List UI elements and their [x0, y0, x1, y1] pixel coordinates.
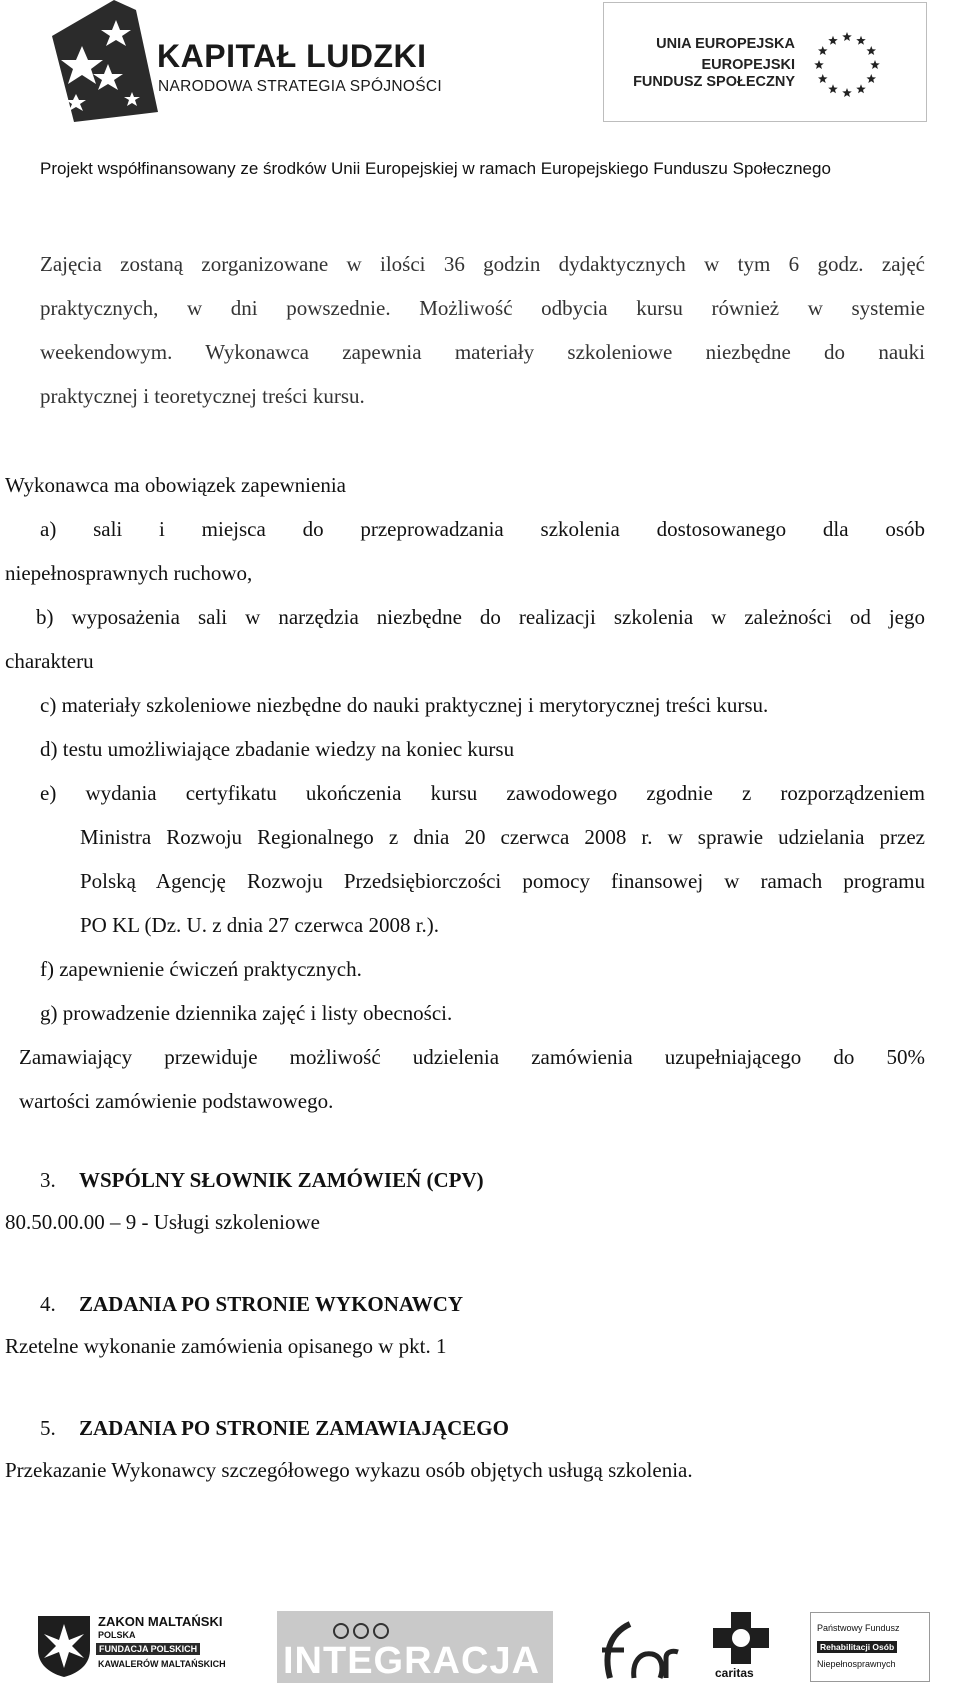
- eu-star-icon: [828, 36, 838, 45]
- zakon-line-3: FUNDACJA POLSKICH: [96, 1643, 200, 1655]
- pfron-logo: [810, 1612, 930, 1682]
- integracja-logo: [277, 1611, 553, 1683]
- eu-line-2: EUROPEJSKI: [701, 57, 795, 73]
- zakon-line-4: KAWALERÓW MALTAŃSKICH: [98, 1659, 226, 1669]
- kapital-ludzki-emblem-icon: [46, 0, 158, 125]
- eu-star-icon: [818, 74, 828, 83]
- eu-star-icon: [856, 84, 866, 93]
- eu-star-icon: [842, 32, 852, 41]
- section-5-title: ZADANIA PO STRONIE ZAMAWIAJĄCEGO: [79, 1416, 509, 1440]
- duty-d: d) testu umożliwiające zbadanie wiedzy na koniec kursu: [40, 737, 515, 761]
- duty-e-line-1: e) wydania certyfikatu ukończenia kursu zawodowego zgodnie z rozporządzeniem: [40, 781, 925, 805]
- eu-logo-box: [603, 2, 927, 122]
- duty-a-line-2: niepełnosprawnych ruchowo,: [5, 561, 253, 585]
- intro-line-4: praktycznej i teoretycznej treści kursu.: [40, 384, 365, 408]
- duty-f: f) zapewnienie ćwiczeń praktycznych.: [40, 957, 362, 981]
- eu-star-icon: [856, 36, 866, 45]
- duty-e-line-4: PO KL (Dz. U. z dnia 27 czerwca 2008 r.).: [80, 913, 440, 937]
- duty-a-line-1: a) sali i miejsca do przeprowadzania szkolenia dostosowanego dla osób: [40, 517, 925, 541]
- eu-star-icon: [828, 84, 838, 93]
- maltese-shield-icon: [36, 1614, 92, 1678]
- kapital-ludzki-subtitle: NARODOWA STRATEGIA SPÓJNOŚCI: [158, 78, 442, 95]
- section-3-body: 80.50.00.00 – 9 - Usługi szkoleniowe: [5, 1210, 320, 1234]
- duty-e-line-3: Polską Agencję Rozwoju Przedsiębiorczości pomocy finansowej w ramach programu: [80, 869, 925, 893]
- duty-e-line-2: Ministra Rozwoju Regionalnego z dnia 20 czerwca 2008 r. w sprawie udzielania przez: [80, 825, 925, 849]
- duties-lead: Wykonawca ma obowiązek zapewnienia: [5, 473, 346, 497]
- eu-star-icon: [866, 46, 876, 55]
- caritas-logo: [713, 1612, 769, 1682]
- zakon-line-1: ZAKON MALTAŃSKI: [98, 1614, 223, 1629]
- section-5-number: 5.: [40, 1416, 56, 1440]
- pfron-line-3: Niepełnosprawnych: [817, 1659, 896, 1669]
- duty-b-line-2: charakteru: [5, 649, 94, 673]
- zakon-line-2: POLSKA: [98, 1630, 136, 1640]
- zakon-maltanski-logo: [36, 1612, 236, 1682]
- eu-star-icon: [870, 60, 880, 69]
- supplementary-order-line-2: wartości zamówienie podstawowego.: [19, 1089, 334, 1113]
- duty-g: g) prowadzenie dziennika zajęć i listy obecności.: [40, 1001, 453, 1025]
- intro-line-2: praktycznych, w dni powszednie. Możliwość odbycia kursu również w systemie: [40, 296, 925, 320]
- section-3-number: 3.: [40, 1168, 56, 1192]
- intro-line-3: weekendowym. Wykonawca zapewnia materiały szkoleniowe niezbędne do nauki: [40, 340, 925, 364]
- wheelchair-icon: [331, 1617, 391, 1639]
- eu-star-icon: [814, 60, 824, 69]
- eu-line-3: FUNDUSZ SPOŁECZNY: [633, 74, 795, 90]
- section-3-title: WSPÓLNY SŁOWNIK ZAMÓWIEŃ (CPV): [79, 1168, 484, 1192]
- eu-stars-icon: [807, 25, 887, 105]
- eu-star-icon: [842, 88, 852, 97]
- caritas-cross-icon: [713, 1612, 769, 1664]
- far-logo-icon: [590, 1616, 680, 1682]
- section-4-number: 4.: [40, 1292, 56, 1316]
- integracja-wordmark: INTEGRACJA: [283, 1640, 541, 1682]
- section-5-body: Przekazanie Wykonawcy szczegółowego wykazu osób objętych usługą szkolenia.: [5, 1458, 693, 1482]
- project-cofinancing-line: Projekt współfinansowany ze środków Unii Europejskiej w ramach Europejskiego Funduszu Społecznego: [40, 159, 831, 178]
- eu-star-icon: [818, 46, 828, 55]
- section-4-title: ZADANIA PO STRONIE WYKONAWCY: [79, 1292, 464, 1316]
- section-4-body: Rzetelne wykonanie zamówienia opisanego w pkt. 1: [5, 1334, 447, 1358]
- eu-line-1: UNIA EUROPEJSKA: [656, 36, 795, 52]
- pfron-line-1: Państwowy Fundusz: [817, 1623, 900, 1633]
- duty-b-line-1: b) wyposażenia sali w narzędzia niezbędne do realizacji szkolenia w zależności od jego: [36, 605, 925, 629]
- duty-c: c) materiały szkoleniowe niezbędne do nauki praktycznej i merytorycznej treści kursu.: [40, 693, 769, 717]
- caritas-wordmark: caritas: [715, 1666, 754, 1680]
- supplementary-order-line-1: Zamawiający przewiduje możliwość udzielenia zamówienia uzupełniającego do 50%: [19, 1045, 925, 1069]
- kapital-ludzki-title: KAPITAŁ LUDZKI: [157, 38, 427, 74]
- intro-line-1: Zajęcia zostaną zorganizowane w ilości 36 godzin dydaktycznych w tym 6 godz. zajęć: [40, 252, 925, 276]
- pfron-line-2: Rehabilitacji Osób: [817, 1641, 897, 1653]
- eu-star-icon: [866, 74, 876, 83]
